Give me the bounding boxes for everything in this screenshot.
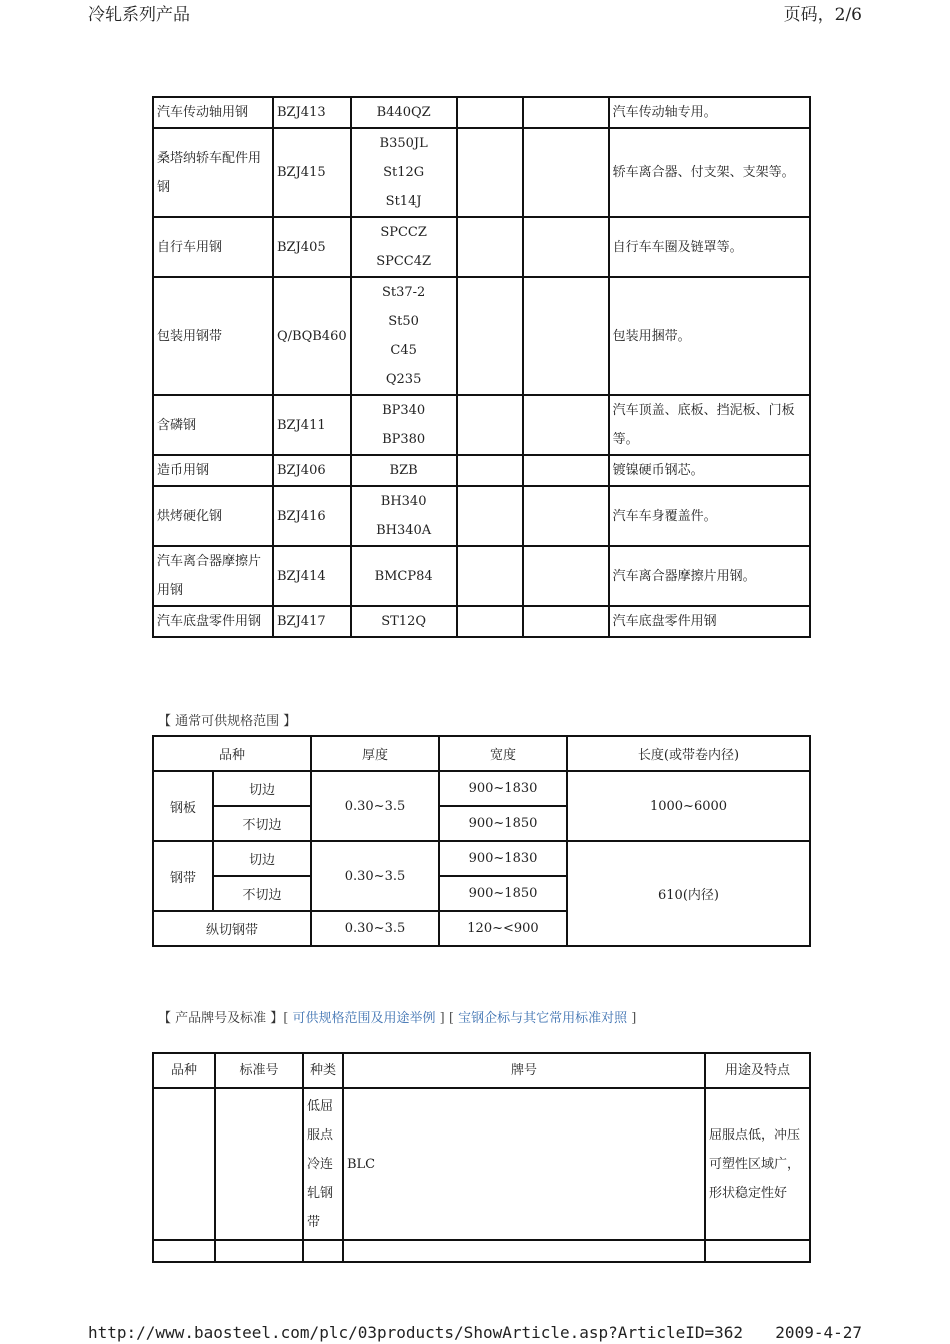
table-row [154,487,809,545]
standard-number: BZJ406 [274,456,350,485]
table-row [154,129,809,216]
grade-list [352,487,456,545]
empty-cell-a [458,98,522,127]
table-row [154,218,809,276]
spec-usage-link[interactable]: 可供规格范围及用途举例 [292,1011,436,1026]
usage-text: 镀镍硬币钢芯。 [610,456,809,485]
empty-cell-a [458,456,522,485]
page-url: http://www.baosteel.com/plc/03products/ShowArticle.asp?ArticleID=362 [88,1323,744,1342]
empty-cell-b [524,98,608,127]
grade-mark: BH340 [380,494,427,509]
usage-text: 汽车底盘零件用钢 [610,607,809,636]
product-name: 含磷钢 [154,396,272,454]
link1-close: ] [439,1011,445,1026]
t3-next-row-cell [216,1241,302,1261]
grade-mark: BMCP84 [374,568,433,584]
product-name: 桑塔纳轿车配件用钢 [154,129,272,216]
grade-mark: SPCC4Z [376,254,432,269]
standard-number: BZJ417 [274,607,350,636]
product-name: 汽车底盘零件用钢 [154,607,272,636]
product-name: 造币用钢 [154,456,272,485]
t3-header-grade: 牌号 [344,1054,704,1087]
grade-mark: BP380 [382,432,426,447]
usage-text: 自行车车圈及链罩等。 [610,218,809,276]
empty-cell-b [524,607,608,636]
grade-mark: St37-2 [381,285,426,300]
grade-list [352,278,456,394]
t3-type-cell: 低屈服点冷连轧钢带 [304,1089,342,1239]
standard-number: BZJ414 [274,547,350,605]
grades-heading: 【 产品牌号及标准 】 [158,1011,284,1026]
grade-mark: B440QZ [376,105,431,120]
grade-list [352,396,456,454]
empty-cell-b [524,218,608,276]
product-name: 烘烤硬化钢 [154,487,272,545]
strip-untrimmed: 不切边 [214,877,310,910]
table-row [154,396,809,454]
empty-cell-b [524,487,608,545]
header-thickness: 厚度 [312,737,438,770]
grade-mark: C45 [390,343,417,358]
grade-mark: SPCCZ [380,225,427,240]
t3-standard-cell [216,1089,302,1239]
standard-number: Q/BQB460 [274,278,350,394]
t3-header-standard: 标准号 [216,1054,302,1087]
plate-thickness: 0.30~3.5 [312,772,438,840]
standard-number: BZJ416 [274,487,350,545]
grades-heading-line [158,1007,636,1026]
table-row [154,456,809,485]
plate-width-untrimmed: 900~1850 [440,807,566,840]
slit-strip-label: 纵切钢带 [154,912,310,945]
empty-cell-b [524,547,608,605]
empty-cell-a [458,129,522,216]
usage-text: 汽车车身覆盖件。 [610,487,809,545]
usage-text: 轿车离合器、付支架、支架等。 [610,129,809,216]
empty-cell-a [458,278,522,394]
table-row [154,607,809,636]
grade-mark: BH340A [376,523,432,538]
table-row [154,278,809,394]
grade-mark: St12G [383,165,425,180]
usage-text: 包装用捆带。 [610,278,809,394]
t3-header-type: 种类 [304,1054,342,1087]
empty-cell-a [458,218,522,276]
strip-trimmed: 切边 [214,842,310,875]
usage-text: 汽车传动轴专用。 [610,98,809,127]
empty-cell-a [458,547,522,605]
standard-number: BZJ405 [274,218,350,276]
empty-cell-b [524,278,608,394]
t3-variety-cell [154,1089,214,1239]
slit-thickness: 0.30~3.5 [312,912,438,945]
t3-next-row-cell [304,1241,342,1261]
print-date: 2009-4-27 [775,1323,862,1342]
product-name: 自行车用钢 [154,218,272,276]
grade-list [352,129,456,216]
strip-width-untrimmed: 900~1850 [440,877,566,910]
t3-next-row-cell [706,1241,809,1261]
grade-list [352,607,456,636]
strip-width-trimmed: 900~1830 [440,842,566,875]
grades-standards-table [152,1052,811,1263]
header-length: 长度(或带卷内径) [568,737,809,770]
empty-cell-a [458,607,522,636]
standard-comparison-link[interactable]: 宝钢企标与其它常用标准对照 [458,1011,628,1026]
usage-text: 汽车顶盖、底板、挡泥板、门板等。 [610,396,809,454]
grade-mark: BP340 [382,403,426,418]
spec-range-table [152,735,811,947]
usage-text: 汽车离合器摩擦片用钢。 [610,547,809,605]
standard-number: BZJ415 [274,129,350,216]
plate-width-trimmed: 900~1830 [440,772,566,805]
t3-header-usage: 用途及特点 [706,1054,809,1087]
grade-mark: B350JL [379,136,428,151]
grade-mark: Q235 [385,372,422,387]
table-row [154,547,809,605]
header-variety: 品种 [154,737,310,770]
empty-cell-b [524,396,608,454]
product-name: 包装用钢带 [154,278,272,394]
t3-usage-cell: 屈服点低，冲压可塑性区域广，形状稳定性好 [706,1089,809,1239]
product-name: 汽车离合器摩擦片用钢 [154,547,272,605]
empty-cell-a [458,487,522,545]
plate-untrimmed: 不切边 [214,807,310,840]
grade-list [352,98,456,127]
grade-mark: ST12Q [381,614,427,629]
grade-list [352,218,456,276]
t3-next-row-cell [154,1241,214,1261]
spec-range-heading: 【 通常可供规格范围 】 [158,714,297,729]
empty-cell-a [458,396,522,454]
strip-length: 610(内径) [568,842,809,945]
link1-open: [ [283,1011,289,1026]
grade-list [352,456,456,485]
empty-cell-b [524,129,608,216]
standard-number: BZJ411 [274,396,350,454]
product-name: 汽车传动轴用钢 [154,98,272,127]
strip-label: 钢带 [154,842,212,910]
t3-header-variety: 品种 [154,1054,214,1087]
slit-width: 120~<900 [440,912,566,945]
grade-mark: St14J [385,194,422,209]
empty-cell-b [524,456,608,485]
link2-close: ] [631,1011,637,1026]
plate-length: 1000~6000 [568,772,809,840]
grade-mark: St50 [388,314,419,329]
plate-trimmed: 切边 [214,772,310,805]
page-number: 页码，2/6 [783,5,862,25]
t3-next-row-cell [344,1241,704,1261]
product-usage-table [152,96,811,638]
grade-mark: BZB [389,463,418,478]
standard-number: BZJ413 [274,98,350,127]
header-width: 宽度 [440,737,566,770]
strip-thickness: 0.30~3.5 [312,842,438,910]
link2-open: [ [448,1011,454,1026]
t3-grade-cell: BLC [344,1089,704,1239]
table-row [154,98,809,127]
grade-list [352,547,456,605]
page-header-title: 冷轧系列产品 [88,5,190,25]
plate-label: 钢板 [154,772,212,840]
